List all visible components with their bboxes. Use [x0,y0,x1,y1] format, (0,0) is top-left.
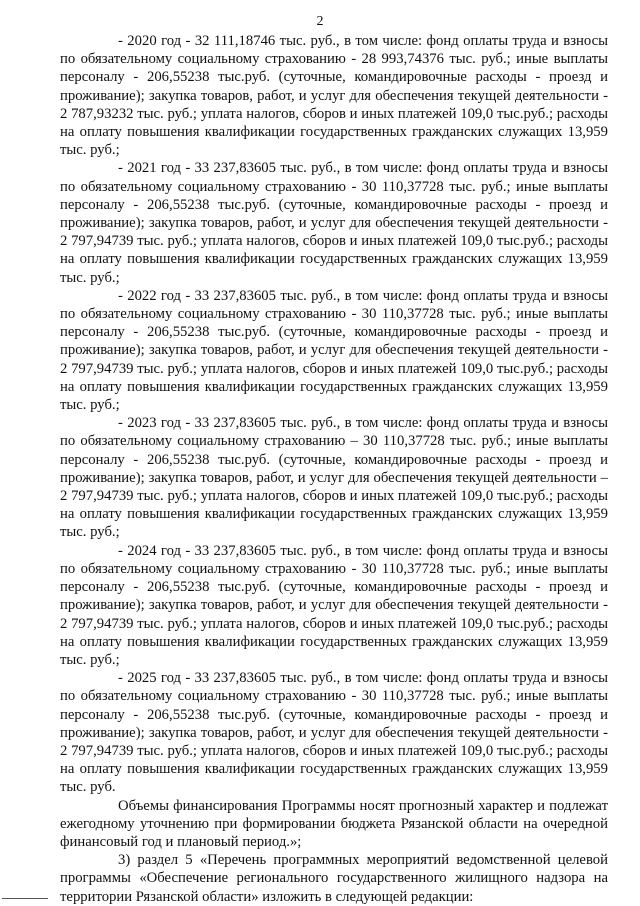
footer-rule [2,898,48,899]
page-number: 2 [316,14,324,29]
funding-2021-paragraph: - 2021 год - 33 237,83605 тыс. руб., в том числе: фонд оплаты труда и взносы по обязательному социальному страхованию - 30 110,37728 тыс. руб.; иные выплаты персоналу - 206,55238 тыс.руб. (суточные, командировочные расходы - проезд и проживание); закупка товаров, работ, и услуг для обеспечения текущей деятельности - 2 797,94739 тыс. руб.; уплата налогов, сборов и иных платежей 109,0 тыс.руб.; расходы на оплату повышения квалификации государственных гражданских служащих 13,959 тыс. руб.; [60,160,608,286]
funding-2024-paragraph: - 2024 год - 33 237,83605 тыс. руб., в том числе: фонд оплаты труда и взносы по обязательному социальному страхованию - 30 110,37728 тыс. руб.; иные выплаты персоналу - 206,55238 тыс.руб. (суточные, командировочные расходы - проезд и проживание); закупка товаров, работ, и услуг для обеспечения текущей деятельности - 2 797,94739 тыс. руб.; уплата налогов, сборов и иных платежей 109,0 тыс.руб.; расходы на оплату повышения квалификации государственных гражданских служащих 13,959 тыс. руб.; [60,542,608,668]
financing-note-paragraph: Объемы финансирования Программы носят прогнозный характер и подлежат ежегодному уточнению при формировании бюджета Рязанской области на очередной финансовый год и плановый период.»; [60,797,608,850]
funding-2025-paragraph: - 2025 год - 33 237,83605 тыс. руб., в том числе: фонд оплаты труда и взносы по обязательному социальному страхованию - 30 110,37728 тыс. руб.; иные выплаты персоналу - 206,55238 тыс.руб. (суточные, командировочные расходы - проезд и проживание); закупка товаров, работ, и услуг для обеспечения текущей деятельности - 2 797,94739 тыс. руб.; уплата налогов, сборов и иных платежей 109,0 тыс.руб.; расходы на оплату повышения квалификации государственных гражданских служащих 13,959 тыс. руб. [60,670,608,796]
section-5-amendment-paragraph: 3) раздел 5 «Перечень программных мероприятий ведомственной целевой программы «Обеспечение регионального государственного жилищного надзора на территории Рязанской области» изложить в следующей редакции: [60,852,608,905]
funding-2023-paragraph: - 2023 год - 33 237,83605 тыс. руб., в том числе: фонд оплаты труда и взносы по обязательному социальному страхованию – 30 110,37728 тыс. руб.; иные выплаты персоналу - 206,55238 тыс.руб. (суточные, командировочные расходы - проезд и проживание); закупка товаров, работ, и услуг для обеспечения текущей деятельности – 2 797,94739 тыс. руб.; уплата налогов, сборов и иных платежей 109,0 тыс.руб.; расходы на оплату повышения квалификации государственных гражданских служащих 13,959 тыс. руб.; [60,415,608,541]
document-body [60,32,608,906]
funding-2020-paragraph: - 2020 год - 32 111,18746 тыс. руб., в том числе: фонд оплаты труда и взносы по обязательному социальному страхованию - 28 993,74376 тыс. руб.; иные выплаты персоналу - 206,55238 тыс.руб. (суточные, командировочные расходы - проезд и проживание); закупка товаров, работ, и услуг для обеспечения текущей деятельности - 2 787,93232 тыс. руб.; уплата налогов, сборов и иных платежей 109,0 тыс.руб.; расходы на оплату повышения квалификации государственных гражданских служащих 13,959 тыс. руб.; [60,33,608,159]
funding-2022-paragraph: - 2022 год - 33 237,83605 тыс. руб., в том числе: фонд оплаты труда и взносы по обязательному социальному страхованию - 30 110,37728 тыс. руб.; иные выплаты персоналу - 206,55238 тыс.руб. (суточные, командировочные расходы - проезд и проживание); закупка товаров, работ, и услуг для обеспечения текущей деятельности - 2 797,94739 тыс. руб.; уплата налогов, сборов и иных платежей 109,0 тыс.руб.; расходы на оплату повышения квалификации государственных гражданских служащих 13,959 тыс. руб.; [60,287,608,414]
